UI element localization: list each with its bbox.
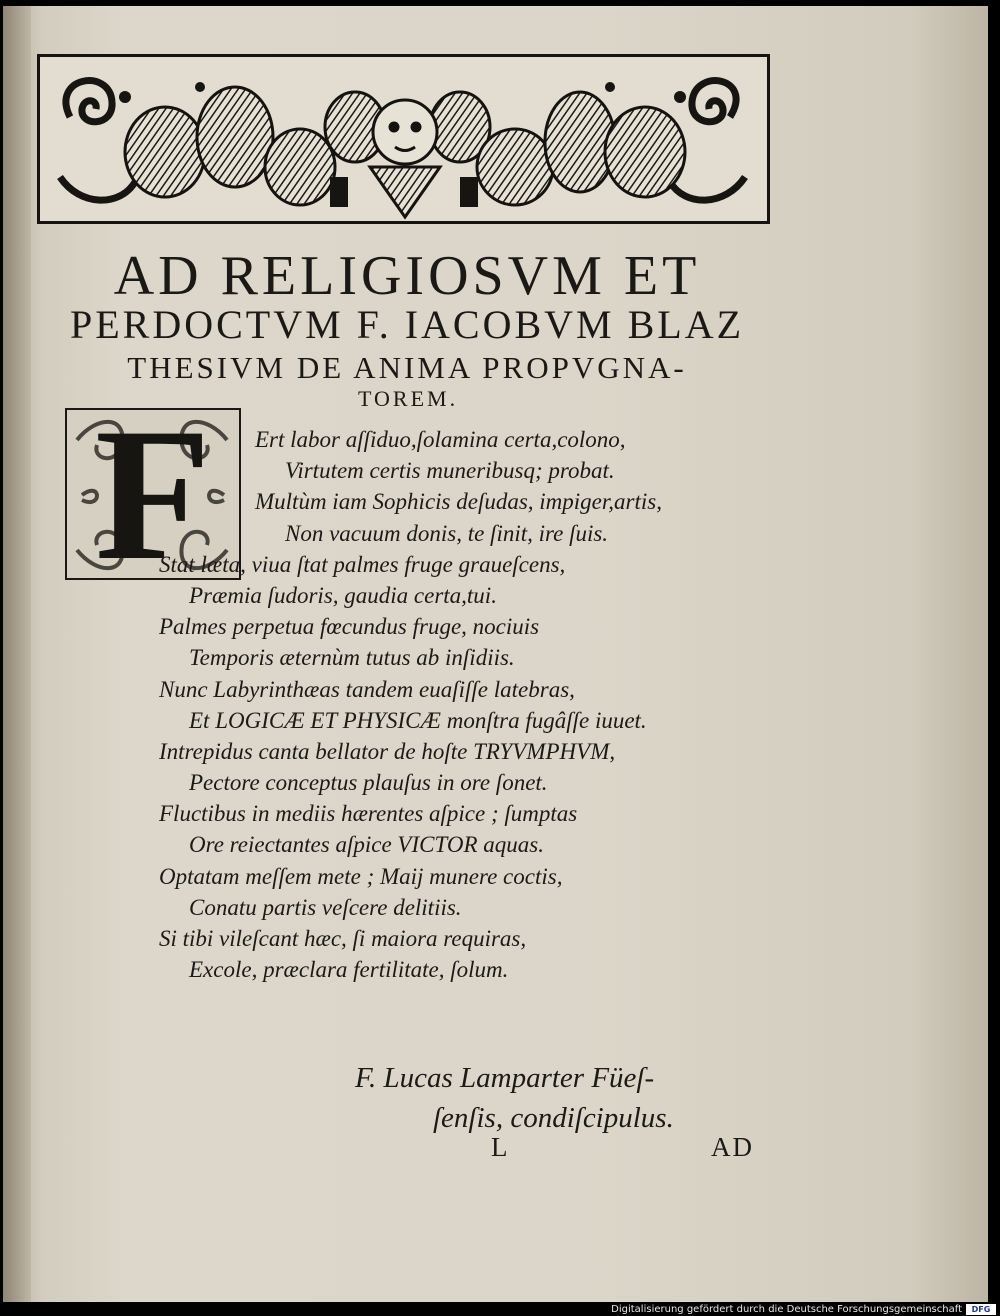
verse-line: Palmes perpetua fœcundus fruge, nociuis xyxy=(159,614,540,640)
scanned-page xyxy=(3,6,988,1302)
poem-verse xyxy=(159,424,779,985)
verse-line: Et LOGICÆ ET PHYSICÆ monſtra fugâſſe iuuet. xyxy=(189,707,647,733)
title-line-4: TOREM. xyxy=(358,386,459,411)
verse-line: Optatam meſſem mete ; Maij munere coctis, xyxy=(159,863,563,889)
verse-line: Præmia ſudoris, gaudia certa,tui. xyxy=(189,582,497,608)
verse-line: Non vacuum donis, te ſinit, ire ſuis. xyxy=(285,520,609,546)
dfg-logo: DFG xyxy=(966,1304,996,1315)
verse-line: Stat læta, viua ſtat palmes fruge graueſcens, xyxy=(159,551,566,577)
verse-line: Excole, præclara fertilitate, ſolum. xyxy=(189,957,509,983)
verse-line: Temporis æternùm tutus ab inſidiis. xyxy=(189,645,515,671)
signature-line-2: ſenſis, condiſcipulus. xyxy=(433,1102,674,1134)
verse-line: Nunc Labyrinthæas tandem euaſiſſe latebras, xyxy=(159,676,575,702)
signature-line-1: F. Lucas Lamparter Füeſ- xyxy=(355,1062,655,1094)
initial-letter: F xyxy=(94,408,212,580)
title-line-3: THESIVM DE ANIMA PROPVGNA- xyxy=(127,350,687,385)
verse-line: Fluctibus in mediis hærentes aſpice ; ſumptas xyxy=(159,801,578,827)
verse-line: Multùm iam Sophicis deſudas, impiger,artis, xyxy=(255,489,662,515)
verse-line: Ert labor aſſiduo,ſolamina certa,colono, xyxy=(255,427,626,452)
signature-mark: L xyxy=(491,1132,508,1162)
footer-bar xyxy=(0,1302,1000,1316)
verse-line: Ore reiectantes aſpice VICTOR aquas. xyxy=(189,832,544,858)
catchword: AD xyxy=(711,1132,754,1162)
verse-line: Si tibi vileſcant hæc, ſi maiora requiras, xyxy=(159,926,527,951)
verse-line: Virtutem certis muneribusq; probat. xyxy=(285,458,615,484)
verse-line: Intrepidus canta bellator de hoſte TRYVMPHVM, xyxy=(159,738,616,764)
title-line-1: AD RELIGIOSVM ET xyxy=(113,245,701,307)
author-signature xyxy=(355,1058,674,1138)
digitization-credit: Digitalisierung gefördert durch die Deutsche Forschungsgemeinschaft xyxy=(611,1304,962,1315)
page-gutter-shadow xyxy=(3,6,31,1302)
verse-line: Pectore conceptus plauſus in ore ſonet. xyxy=(189,770,548,796)
decorative-headpiece xyxy=(37,54,770,224)
verse-line: Conatu partis veſcere delitiis. xyxy=(189,894,462,920)
title-line-2: PERDOCTVM F. IACOBVM BLAZ xyxy=(69,302,745,347)
